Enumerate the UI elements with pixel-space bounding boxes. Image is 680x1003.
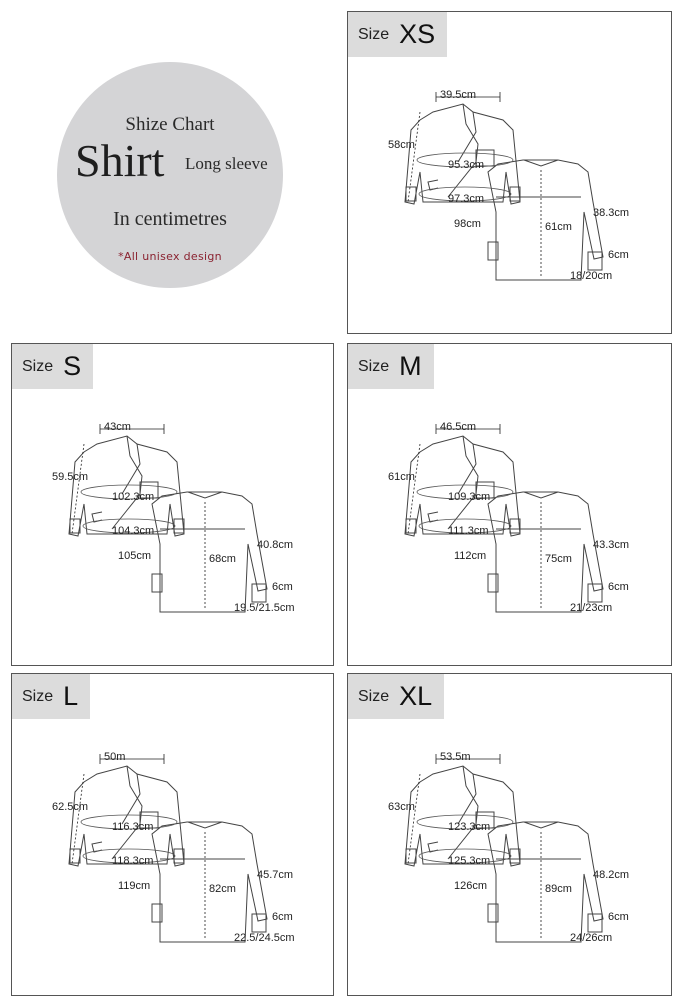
shoulder-width-measurement: 43cm bbox=[104, 421, 131, 433]
hem-width-measurement: 126cm bbox=[454, 880, 488, 892]
wrist-circumference-measurement: 21/23cm bbox=[570, 602, 613, 614]
wrist-circumference-measurement: 19.5/21.5cm bbox=[234, 602, 295, 614]
shoulder-width-measurement: 46.5cm bbox=[440, 421, 477, 433]
lower-chest-measurement: 118.3cm bbox=[112, 855, 154, 867]
shirt-diagram bbox=[348, 12, 668, 332]
unisex-note: *All unisex design bbox=[118, 250, 222, 263]
upper-chest-measurement: 102.3cm bbox=[112, 491, 155, 503]
cuff-width-measurement: 6cm bbox=[272, 911, 293, 923]
sleeve-length-measurement: 45.7cm bbox=[257, 869, 294, 881]
hem-width-measurement: 119cm bbox=[118, 880, 151, 892]
cuff-width-measurement: 6cm bbox=[608, 249, 629, 261]
shoulder-width-measurement: 53.5m bbox=[440, 751, 471, 763]
size-value: L bbox=[63, 681, 79, 711]
back-length-measurement: 75cm bbox=[545, 553, 572, 565]
back-length-measurement: 61cm bbox=[545, 221, 572, 233]
size-value: XS bbox=[399, 19, 436, 49]
shoulder-width-measurement: 50m bbox=[104, 751, 126, 763]
size-tag bbox=[12, 344, 93, 389]
lower-chest-measurement: 111.3cm bbox=[448, 525, 489, 537]
upper-chest-measurement: 95.3cm bbox=[448, 159, 485, 171]
size-panel-xs bbox=[347, 11, 672, 334]
size-value: M bbox=[399, 351, 422, 381]
back-length-measurement: 68cm bbox=[209, 553, 236, 565]
front-length-measurement: 63cm bbox=[388, 801, 415, 813]
back-length-measurement: 82cm bbox=[209, 883, 236, 895]
front-length-measurement: 61cm bbox=[388, 471, 415, 483]
front-length-measurement: 58cm bbox=[388, 139, 415, 151]
cuff-width-measurement: 6cm bbox=[272, 581, 293, 593]
size-panel-l bbox=[11, 673, 334, 996]
wrist-circumference-measurement: 22.5/24.5cm bbox=[234, 932, 295, 944]
size-tag bbox=[12, 674, 90, 719]
sleeve-length-measurement: 38.3cm bbox=[593, 207, 630, 219]
shoulder-width-measurement: 39.5cm bbox=[440, 89, 477, 101]
size-panel-m bbox=[347, 343, 672, 666]
size-label: Size bbox=[358, 687, 390, 705]
size-label: Size bbox=[22, 357, 54, 375]
hem-width-measurement: 98cm bbox=[454, 218, 481, 230]
wrist-circumference-measurement: 18/20cm bbox=[570, 270, 613, 282]
unit-label: In centimetres bbox=[113, 208, 227, 230]
front-length-measurement: 59.5cm bbox=[52, 471, 89, 483]
size-tag bbox=[348, 674, 444, 719]
size-value: XL bbox=[399, 681, 433, 711]
front-length-measurement: 62.5cm bbox=[52, 801, 89, 813]
lower-chest-measurement: 104.3cm bbox=[112, 525, 155, 537]
hem-width-measurement: 105cm bbox=[118, 550, 152, 562]
size-value: S bbox=[63, 351, 82, 381]
shirt-diagram bbox=[348, 674, 668, 994]
wrist-circumference-measurement: 24/26cm bbox=[570, 932, 613, 944]
size-label: Size bbox=[22, 687, 54, 705]
cuff-width-measurement: 6cm bbox=[608, 911, 629, 923]
chart-heading: Shize Chart bbox=[125, 114, 215, 135]
lower-chest-measurement: 97.3cm bbox=[448, 193, 485, 205]
size-label: Size bbox=[358, 25, 390, 43]
size-label: Size bbox=[358, 357, 390, 375]
size-tag bbox=[348, 344, 434, 389]
intro-circle bbox=[57, 62, 283, 288]
upper-chest-measurement: 109.3cm bbox=[448, 491, 491, 503]
hem-width-measurement: 112cm bbox=[454, 550, 487, 562]
shirt-diagram bbox=[12, 344, 332, 664]
size-tag bbox=[348, 12, 447, 57]
garment-title: Shirt bbox=[75, 135, 165, 186]
shirt-diagram bbox=[348, 344, 668, 664]
garment-subtitle: Long sleeve bbox=[185, 154, 268, 173]
upper-chest-measurement: 123.3cm bbox=[448, 821, 491, 833]
lower-chest-measurement: 125.3cm bbox=[448, 855, 491, 867]
shirt-diagram bbox=[12, 674, 332, 994]
sleeve-length-measurement: 40.8cm bbox=[257, 539, 294, 551]
cuff-width-measurement: 6cm bbox=[608, 581, 629, 593]
sleeve-length-measurement: 48.2cm bbox=[593, 869, 630, 881]
back-length-measurement: 89cm bbox=[545, 883, 572, 895]
size-panel-s bbox=[11, 343, 334, 666]
upper-chest-measurement: 116.3cm bbox=[112, 821, 154, 833]
sleeve-length-measurement: 43.3cm bbox=[593, 539, 630, 551]
size-panel-xl bbox=[347, 673, 672, 996]
